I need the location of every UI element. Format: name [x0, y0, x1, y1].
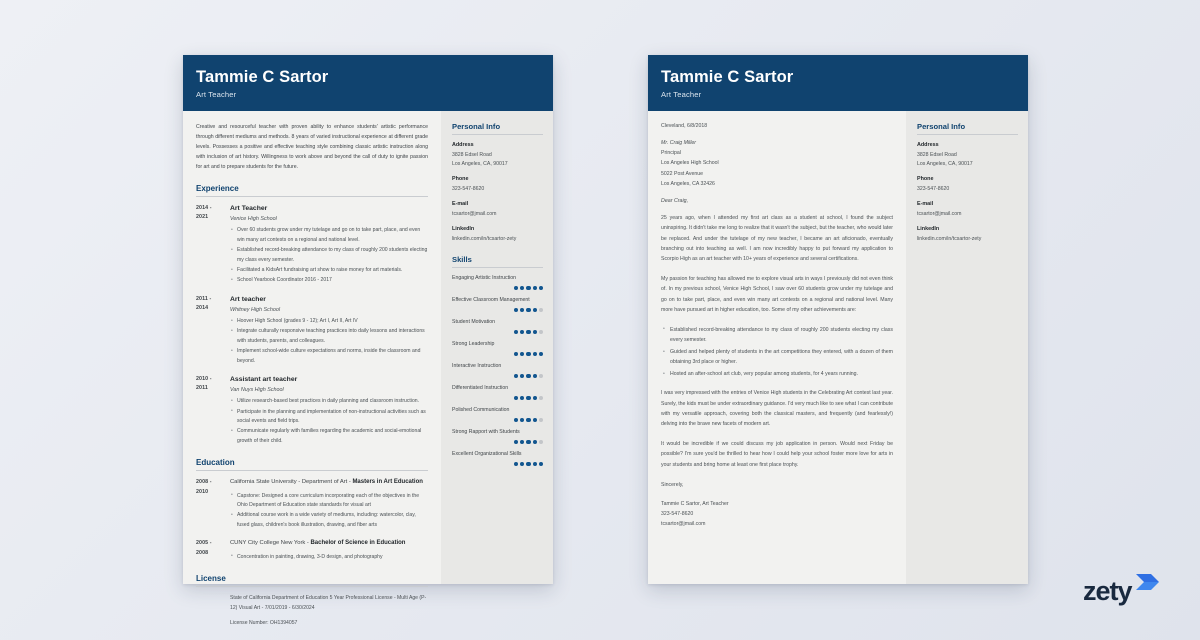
skill-rating	[452, 374, 543, 378]
skills-title: Skills	[452, 255, 543, 268]
entry-body	[230, 539, 428, 563]
rating-dot	[520, 440, 524, 444]
rating-dot	[539, 286, 543, 290]
employer-name: Van Nuys High School	[230, 387, 284, 394]
cover-letter-recipient	[661, 138, 893, 189]
rating-dot	[539, 440, 543, 444]
rating-dot	[539, 330, 543, 334]
rating-dot	[520, 374, 524, 378]
license-number: License Number: OH1394057	[230, 620, 298, 627]
contact-field	[917, 176, 1018, 194]
degree-name: Bachelor of Science in Education	[310, 540, 406, 547]
rating-dot	[539, 418, 543, 422]
contact-value[interactable]: tcsartor@jmail.com	[452, 210, 497, 217]
skill-item	[452, 341, 543, 356]
contact-label: Address	[452, 142, 474, 149]
recipient-title: Principal	[661, 150, 681, 157]
school-and-degree: California State University - Department of Art - Masters in Art Education	[230, 479, 423, 486]
skill-name: Engaging Artistic Instruction	[452, 274, 517, 281]
cover-letter-paragraph: It would be incredible if we could discuss my job application in person. Would next Friday be possible? I'm sure you'd be thrilled to hear how I could help your school foster more love for arts in your students and bring home at least one first place trophy.	[661, 440, 893, 468]
bullet-list	[230, 553, 428, 562]
rating-dot	[539, 352, 543, 356]
cover-letter-date: Cleveland, 6/8/2018	[661, 123, 708, 130]
education-entry	[196, 539, 428, 563]
rating-dot	[514, 286, 518, 290]
resume-header	[183, 55, 553, 111]
rating-dot	[533, 308, 537, 312]
skill-name: Polished Communication	[452, 406, 510, 413]
skill-item	[452, 385, 543, 400]
skill-item	[452, 451, 543, 466]
rating-dot	[533, 440, 537, 444]
cover-letter-header	[648, 55, 1028, 111]
skill-name: Strong Leadership	[452, 340, 495, 347]
entry-date-range: 2008 - 2010	[196, 479, 212, 495]
skill-item	[452, 319, 543, 334]
rating-dot	[533, 418, 537, 422]
resume-summary: Creative and resourceful teacher with proven ability to enhance students' artistic performance through different mediums and methods. 8 years of varied instructional experience at different grade levels. Possesses a positive and effective teaching style combining classic artistic instruction along with inclusion of art history. Willingness to work above and beyond the call of duty to ignite passion for art and to prepare students for the future.	[196, 124, 428, 171]
contact-value[interactable]: 323-547-8620	[452, 186, 485, 193]
bullet-item: • Facilitated a KidsArt fundraising art show to raise money for art materials.	[230, 266, 428, 275]
bullet-item: • Implement school-wide culture expectations and norms, inside the classroom and beyond.	[230, 347, 428, 366]
experience-entry	[196, 204, 428, 287]
bullet-item: • School Yearbook Coordinator 2016 - 2017	[230, 276, 428, 285]
skill-rating	[452, 440, 543, 444]
rating-dot	[520, 286, 524, 290]
entry-date-range: 2014 - 2021	[196, 205, 212, 221]
contact-value[interactable]: linkedin.com/in/tcsartor-zety	[452, 235, 517, 242]
bullet-item: • Concentration in painting, drawing, 3-D design, and photography	[230, 553, 428, 562]
resume-sidebar	[441, 111, 553, 584]
education-section	[196, 458, 428, 563]
employer-name: Whitney High School	[230, 306, 281, 313]
signature-email: tcsartor@jmail.com	[661, 521, 706, 528]
experience-entry	[196, 375, 428, 447]
job-title: Assistant art teacher	[230, 376, 298, 384]
license-detail: State of California Department of Education 5 Year Professional License - Multi Age (P-12) Visual Art - 7/01/2019 - 6/30/2024	[230, 595, 427, 611]
bullet-list	[230, 317, 428, 366]
contact-field	[917, 201, 1018, 219]
rating-dot	[520, 352, 524, 356]
license-block	[196, 594, 428, 629]
rating-dot	[526, 286, 530, 290]
resume-main-column	[183, 111, 441, 627]
experience-section	[196, 184, 428, 447]
zety-logo	[1083, 578, 1160, 605]
contact-label: Phone	[452, 176, 469, 183]
personal-info-title: Personal Info	[452, 122, 543, 135]
entry-body	[230, 295, 428, 367]
bullet-item: • Utilize research-based best practices in daily planning and classroom instruction.	[230, 397, 428, 406]
rating-dot	[533, 352, 537, 356]
rating-dot	[520, 308, 524, 312]
contact-field	[452, 142, 543, 169]
rating-dot	[520, 418, 524, 422]
skill-item	[452, 275, 543, 290]
rating-dot	[526, 330, 530, 334]
degree-name: Masters in Art Education	[352, 479, 423, 486]
entry-body	[230, 204, 428, 287]
education-entry	[196, 478, 428, 531]
rating-dot	[526, 440, 530, 444]
cover-letter-candidate-name: Tammie C Sartor	[661, 68, 794, 86]
experience-section-title: Experience	[196, 184, 428, 197]
bullet-list	[230, 492, 428, 531]
experience-entry	[196, 295, 428, 367]
cover-letter-salutation: Dear Craig,	[661, 197, 689, 204]
skill-name: Interactive Instruction	[452, 362, 502, 369]
rating-dot	[533, 286, 537, 290]
resume-page	[183, 55, 553, 627]
rating-dot	[520, 396, 524, 400]
personal-info-title: Personal Info	[917, 122, 1018, 135]
rating-dot	[526, 462, 530, 466]
cover-letter-body	[648, 111, 1028, 584]
license-section	[196, 574, 428, 629]
contact-label: Phone	[917, 176, 934, 183]
contact-value[interactable]: linkedin.com/in/tcsartor-zety	[917, 235, 982, 242]
zety-logo-text: zety	[1083, 576, 1132, 606]
rating-dot	[526, 418, 530, 422]
skill-item	[452, 407, 543, 422]
rating-dot	[533, 374, 537, 378]
bullet-item: • Over 60 students grow under my tutelage and go on to take part, place, and even win many art contests on a regional and national level.	[230, 226, 428, 245]
contact-value[interactable]: 323-547-8620	[917, 186, 950, 193]
entry-date-range: 2005 - 2008	[196, 540, 212, 556]
contact-field	[452, 176, 543, 194]
job-title: Art teacher	[230, 295, 266, 303]
cover-letter-signature	[661, 499, 893, 529]
recipient-org: Los Angeles High School	[661, 160, 719, 167]
rating-dot	[539, 308, 543, 312]
cover-letter-main-column	[648, 111, 906, 584]
signature-name: Tammie C Sartor, Art Teacher	[661, 501, 729, 508]
entry-date-range: 2010 - 2011	[196, 376, 212, 392]
bullet-item: • Guided and helped plenty of students in the art competitions they entered, with a dozen of them obtaining 3rd place or higher.	[663, 347, 893, 367]
contact-label: LinkedIn	[452, 225, 475, 232]
skill-name: Excellent Organizational Skills	[452, 450, 522, 457]
skill-item	[452, 297, 543, 312]
rating-dot	[539, 396, 543, 400]
resume-candidate-name: Tammie C Sartor	[196, 68, 329, 86]
rating-dot	[533, 330, 537, 334]
rating-dot	[514, 440, 518, 444]
contact-field	[917, 226, 1018, 244]
rating-dot	[514, 352, 518, 356]
skill-name: Strong Rapport with Students	[452, 428, 520, 435]
cover-letter-paragraph: I was very impressed with the entries of Venice High students in the Celebrating Art contest last year. Surely, the kids must be under extraordinary guidance. I'd very much like to see what I can contribute with my versatile approach, covering both the classical masters, and frequently (and fearlessly!) delving into the brave new facets of modern art.	[661, 390, 893, 428]
skill-rating	[452, 396, 543, 400]
cover-letter-candidate-role: Art Teacher	[661, 90, 702, 100]
rating-dot	[526, 352, 530, 356]
cover-letter-paragraph: 25 years ago, when I attended my first art class as a student at school, I found the subject uninspiring. It didn't take me long to realize that it wasn't the subject, but the teacher, who would later be replaced. And under the tutelage of my new teacher, I became an art aficionado, eventually branching out into teaching as well. I am now incredibly happy to put forward my application to Scorpio High as an art teacher with 10+ years of experience and several certifications.	[661, 214, 893, 263]
cover-letter-closing: Sincerely,	[661, 482, 684, 489]
bullet-item: • Hosted an after-school art club, very popular among students, for 4 years running.	[663, 369, 893, 379]
contact-label: LinkedIn	[917, 225, 940, 232]
entry-body	[230, 478, 428, 531]
rating-dot	[526, 308, 530, 312]
entry-body	[230, 375, 428, 447]
recipient-city: Los Angeles, CA 32426	[661, 180, 715, 187]
recipient-street: 5022 Post Avenue	[661, 170, 704, 177]
cover-letter-page	[648, 55, 1028, 584]
skill-item	[452, 429, 543, 444]
rating-dot	[520, 462, 524, 466]
bullet-item: • Established record-breaking attendance to my class of roughly 200 students electing my class every semester.	[663, 325, 893, 345]
signature-phone: 323-547-8620	[661, 511, 694, 518]
skills-section	[452, 255, 543, 466]
bullet-list	[230, 397, 428, 446]
rating-dot	[526, 396, 530, 400]
contact-field	[452, 201, 543, 219]
education-section-title: Education	[196, 458, 428, 471]
entry-date-range: 2011 - 2014	[196, 295, 212, 312]
skill-name: Student Motivation	[452, 318, 495, 325]
bullet-item: • Integrate culturally responsive teaching practices into daily lessons and interactions with students, parents, and colleagues.	[230, 327, 428, 346]
zety-logo-mark-icon	[1134, 572, 1160, 603]
contact-value[interactable]: 3828 Edsel Road Los Angeles, CA, 90017	[917, 152, 973, 168]
resume-body	[183, 111, 553, 627]
contact-field	[917, 142, 1018, 169]
rating-dot	[526, 374, 530, 378]
license-section-title: License	[196, 574, 428, 587]
rating-dot	[533, 462, 537, 466]
rating-dot	[514, 462, 518, 466]
recipient-name: Mr. Craig Miller	[661, 140, 696, 147]
bullet-item: • Hoover High School (grades 9 - 12); Art I, Art II, Art IV	[230, 317, 428, 326]
cover-letter-achievements	[663, 325, 893, 380]
skill-rating	[452, 352, 543, 356]
rating-dot	[514, 308, 518, 312]
rating-dot	[514, 374, 518, 378]
contact-label: E-mail	[452, 200, 469, 207]
rating-dot	[520, 330, 524, 334]
skill-rating	[452, 418, 543, 422]
bullet-item: • Additional course work in a wide variety of mediums, including: watercolor, clay, fused glass, children's book illustration, drawing, and fiber arts	[230, 511, 428, 530]
rating-dot	[533, 396, 537, 400]
bullet-item: • Capstone: Designed a core curriculum incorporating each of the objectives in the Ohio Department of Education state standards for visual art	[230, 492, 428, 511]
contact-label: E-mail	[917, 200, 934, 207]
bullet-item: • Established record-breaking attendance to my class of roughly 200 students electing my class every semester.	[230, 246, 428, 265]
skill-name: Effective Classroom Management	[452, 296, 530, 303]
contact-field	[452, 226, 543, 244]
rating-dot	[539, 462, 543, 466]
rating-dot	[514, 330, 518, 334]
resume-candidate-role: Art Teacher	[196, 90, 237, 100]
rating-dot	[539, 374, 543, 378]
skill-rating	[452, 462, 543, 466]
cover-letter-sidebar	[906, 111, 1028, 584]
bullet-list	[230, 226, 428, 286]
skill-rating	[452, 286, 543, 290]
rating-dot	[514, 396, 518, 400]
employer-name: Venice High School	[230, 216, 277, 223]
skill-name: Differentiated Instruction	[452, 384, 509, 391]
school-and-degree: CUNY City College New York - Bachelor of Science in Education	[230, 540, 406, 547]
cover-letter-paragraph: My passion for teaching has allowed me to explore visual arts in ways I previously did not even think of. In my previous school, Venice High School, I saw over 60 students grow under my tutelage and go on to take part, place, and even win many art contests on a regional and national level. Many more have pursued art in higher education, too. Some of my other achievements are:	[661, 275, 893, 314]
bullet-item: • Communicate regularly with families regarding the academic and social-emotional growth of their child.	[230, 427, 428, 446]
bullet-item: • Participate in the planning and implementation of non-instructional activities such as social events and field trips.	[230, 408, 428, 427]
contact-label: Address	[917, 142, 939, 149]
contact-value[interactable]: tcsartor@jmail.com	[917, 210, 962, 217]
rating-dot	[514, 418, 518, 422]
skill-rating	[452, 308, 543, 312]
skill-item	[452, 363, 543, 378]
skill-rating	[452, 330, 543, 334]
job-title: Art Teacher	[230, 205, 268, 213]
contact-value[interactable]: 3828 Edsel Road Los Angeles, CA, 90017	[452, 152, 508, 168]
